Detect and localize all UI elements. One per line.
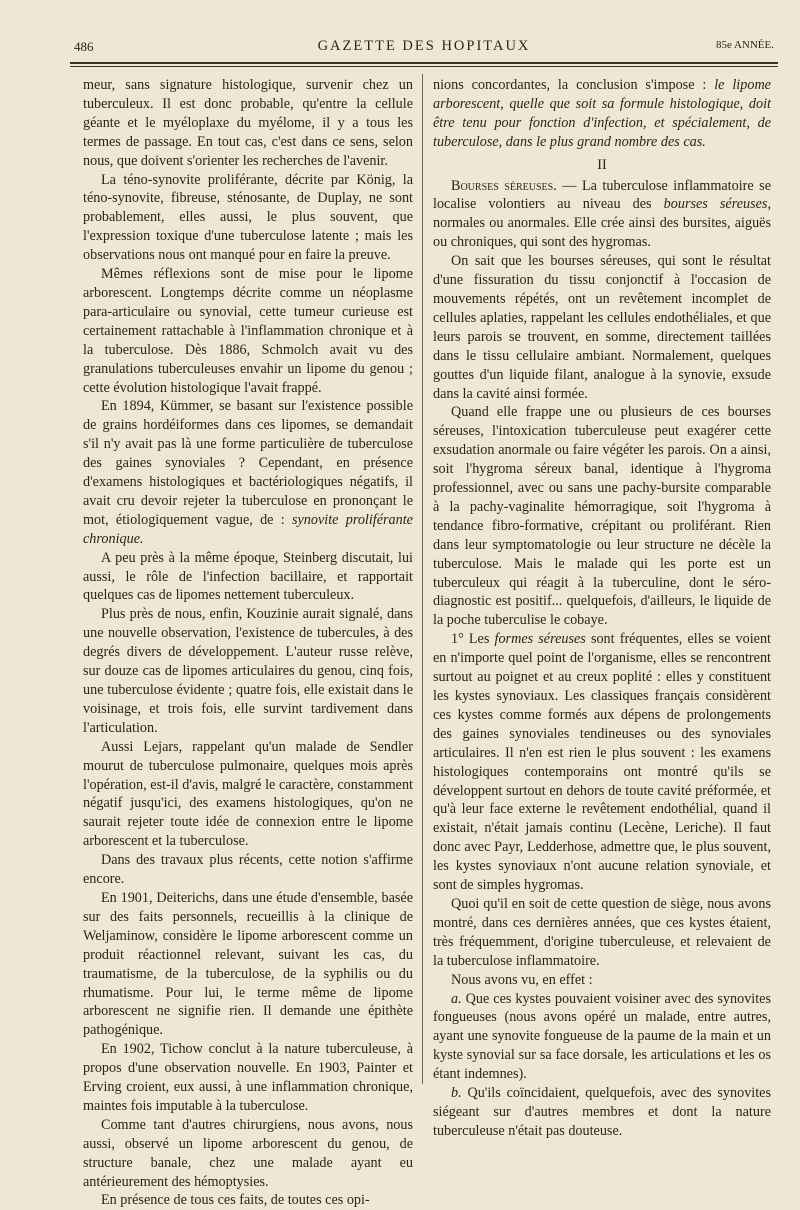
paragraph [433, 76, 771, 152]
header-rule-thick [70, 62, 778, 64]
column-divider [422, 74, 423, 1084]
paragraph-text: sont fréquentes, elles se voient en n'importe quel point de l'organisme, elles se rencontrent surtout au poignet et au creux poplité : elles y constituent les kystes synoviaux. Les classiques français considèrent ces kystes comme formés aux dépens de prolongements des gaines synoviales tendineuses ou des synoviales articulaires. Il n'en est rien le plus souvent : les examens histologiques contemporains ont montré qu'ils se développent surtout en dehors de toute cavité préformée, et qu'à leur face externe le revêtement endothélial, quand il existait, n'était jamais continu (Lecène, Leriche). Il faut donc avec Payr, Ledderhose, admettre que, le plus souvent, les kystes synoviaux n'ont aucune relation synoviale, et sont de simples hygromas. [433, 631, 771, 894]
italic-conclusion: le lipome arborescent, quelle que soit sa formule histologique, doit être tenu pour fonction d'infection, et spécialement, de tuberculose, dans le plus grand nombre des cas. [433, 77, 771, 150]
journal-title: GAZETTE DES HOPITAUX [317, 38, 531, 54]
paragraph: Plus près de nous, enfin, Kouzinie aurait signalé, dans une nouvelle observation, l'existence de tubercules, à des degrés divers de développement. L'auteur russe relève, sur douze cas de lipomes articulaires du genou, cinq fois, une tuberculose évidente ; quatre fois, elle existait dans le voisinage, et trois fois, elle survint tardivement dans l'articulation. [83, 606, 413, 736]
year-label: 85e ANNÉE. [715, 39, 774, 51]
header-rule-thin [70, 66, 778, 67]
section-number: II [597, 156, 607, 173]
paragraph: A peu près à la même époque, Steinberg discutait, lui aussi, le rôle de l'infection bacillaire, et rapportait quelques cas de lipomes nettement tuberculeux. [83, 549, 413, 604]
page-number: 486 [74, 39, 94, 54]
paragraph: On sait que les bourses séreuses, qui sont le résultat d'une fissuration du tissu conjonctif à l'occasion de mouvements répétés, ont un revêtement incomplet de cellules aplaties, rappelant les cellules endothéliales, et que leurs parois se trouvent, en somme, directement taillées dans le tissu cellulaire ambiant. Normalement, quelques gouttes d'un liquide filant, analogue à la synovie, exsude dans la cavité ainsi formée. [433, 253, 771, 402]
paragraph: En 1901, Deiterichs, dans une étude d'ensemble, basée sur des faits personnels, recueillis à la clinique de Weljaminow, considère le lipome arborescent comme un produit réactionnel relevant, suivant les cas, du traumatisme, de la tuberculose, de la syphilis ou du rhumatisme. Pour lui, le terme même de lipome arborescent ne signifie rien. Il demande une épithète pathogénique. [83, 889, 413, 1039]
list-letter: b. [451, 1085, 462, 1102]
paragraph: Dans des travaux plus récents, cette notion s'affirme encore. [83, 852, 413, 888]
paragraph [83, 397, 413, 548]
paragraph: Aussi Lejars, rappelant qu'un malade de Sendler mourut de tuberculose pulmonaire, quelques mois après l'opération, est-il d'avis, malgré le caractère, constamment négatif jusqu'ici, des examens histologiques, qu'on ne saurait rejeter toute idée de connexion entre le lipome arborescent et la tuberculose. [83, 738, 413, 850]
italic-term: bourses séreuses [663, 196, 768, 213]
paragraph-text: , normales ou anormales. Elle crée ainsi des bursites, aiguës ou chroniques, qui sont des hygromas. [433, 196, 771, 251]
left-column [83, 76, 413, 1210]
paragraph: meur, sans signature histologique, survenir chez un tuberculeux. Il est donc probable, qu'entre la cellule géante et le myéloplaxe du myélome, il y a tous les termes de passage. En tout cas, c'est dans ce sens, selon nous, que doivent s'orienter les recherches de l'avenir. [83, 77, 413, 169]
paragraph-text: 1° Les [451, 631, 495, 648]
paragraph: En présence de tous ces faits, de toutes ces opi- [101, 1192, 370, 1209]
paragraph: Nous avons vu, en effet : [451, 971, 593, 988]
paragraph: Mêmes réflexions sont de mise pour le lipome arborescent. Longtemps décrite comme un néoplasme para-articulaire ou synovial, cette tumeur curieuse est certainement rattachable à l'inflammation chronique et à la tuberculose. Dès 1886, Schmolch avait vu des granulations tuberculeuses envahir un lipome du genou ; cette évolution histologique l'avait frappé. [83, 266, 413, 396]
paragraph [433, 177, 771, 253]
paragraph [433, 1084, 771, 1141]
paragraph [433, 990, 771, 1085]
italic-term: synovite proliférante chronique. [83, 511, 413, 547]
paragraph-text: Que ces kystes pouvaient voisiner avec des synovites fongueuses (nous avons opéré un malade, entre autres, ayant une synovite fongueuse de la paume de la main et un kyste synovial sur sa face dorsale, les articulations et les os étant indemnes). [433, 990, 771, 1083]
paragraph: Quand elle frappe une ou plusieurs de ces bourses séreuses, l'intoxication tuberculeuse peut exagérer cette exsudation anormale ou faire végéter les parois. On a ainsi, soit l'hygroma séreux banal, identique à l'hygroma professionnel, avec ou sans une pachy-bursite comparable à la pachy-vaginalite hémorragique, soit l'hygroma à tendance fibro-formative, crépitant ou proliférant. Rien dans leur symptomatologie ou leur structure ne décèle la tuberculose. Mais le malade qui les porte est un tuberculeux qui réagit à la tuberculine, dont le séro-diagnostic est positif... quelquefois, d'ailleurs, le liquide de la poche tuberculise le cobaye. [433, 404, 771, 629]
section-heading: Bourses séreuses. [451, 177, 557, 194]
running-header [70, 37, 778, 59]
paragraph: En 1902, Tichow conclut à la nature tuberculeuse, à propos d'une observation nouvelle. En 1903, Painter et Erving croient, eux aussi, à une inflammation chronique, maintes fois imputable à la tuberculose. [83, 1041, 413, 1114]
paragraph [433, 630, 771, 895]
paragraph-text: Qu'ils coïncidaient, quelquefois, avec des synovites siégeant sur d'autres membres et dont la nature tuberculeuse n'était pas douteuse. [433, 1085, 771, 1139]
italic-term: formes séreuses [494, 631, 586, 648]
paragraph: Comme tant d'autres chirurgiens, nous avons, nous aussi, observé un lipome arborescent du genou, de structure banale, chez une malade ayant eu antérieurement des hémoptysies. [83, 1116, 413, 1190]
paragraph: La téno-synovite proliférante, décrite par König, la téno-synovite, fibreuse, sténosante, de Duplay, ne sont probablement, elles aussi, le plus souvent, que l'expression toxique d'une tuberculose latente ; mais les observations nous ont manqué pour en faire la preuve. [83, 171, 413, 264]
list-letter: a. [451, 990, 462, 1007]
paragraph: Quoi qu'il en soit de cette question de siège, nous avons montré, dans ces dernières années, que ces kystes étaient, très fréquemment, d'origine tuberculeuse, et relevaient de la tuberculose inflammatoire. [433, 895, 771, 969]
paragraph-text: — La tuberculose inflammatoire se localise volontiers au niveau des [433, 177, 771, 213]
paragraph-text: nions concordantes, la conclusion s'impose : [433, 77, 715, 93]
paragraph-text: En 1894, Kümmer, se basant sur l'existence possible de grains hordéiformes dans ces lipomes, se demandait s'il n'y avait pas là une forme particulière de tuberculose des gaines synoviales ? Cependant, en présence d'examens histologiques et bactériologiques négatifs, il avait cru devoir rejeter la tuberculose en prononçant le mot, étiologiquement vague, de : [83, 398, 413, 528]
right-column [433, 76, 771, 1141]
